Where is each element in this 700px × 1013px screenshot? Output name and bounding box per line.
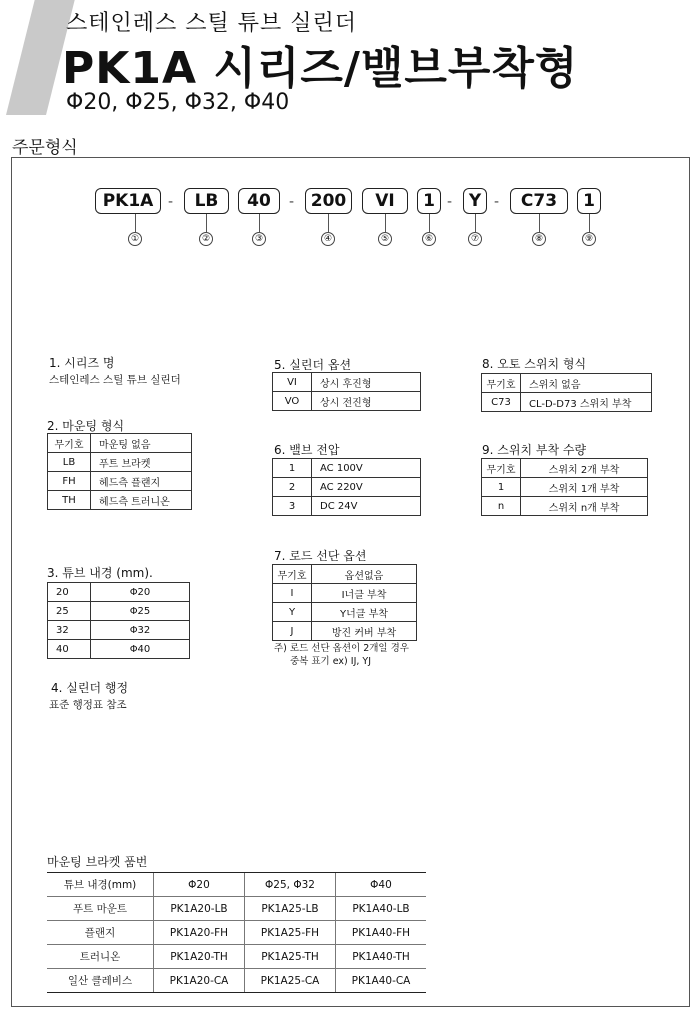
- valve-voltage-title: 6. 밸브 전압: [274, 443, 340, 457]
- table-cell: 헤드측 트러니온: [91, 491, 192, 510]
- valve-voltage-table: [272, 458, 421, 516]
- table-cell: n: [482, 497, 521, 516]
- circled-number: ⑨: [582, 232, 596, 246]
- table-cell: PK1A25-LB: [245, 897, 336, 921]
- circled-number: ⑦: [468, 232, 482, 246]
- code-tick: [259, 214, 260, 232]
- table-cell: J: [273, 622, 312, 641]
- table-cell: 스위치 2개 부착: [521, 459, 648, 478]
- circled-number: ④: [321, 232, 335, 246]
- code-stroke: 200: [305, 188, 352, 214]
- table-row: [48, 491, 192, 510]
- table-row: [48, 472, 192, 491]
- table-row: [273, 603, 417, 622]
- table-cell: Y너클 부착: [312, 603, 417, 622]
- circled-number: ⑧: [532, 232, 546, 246]
- series-name-title: 1. 시리즈 명: [49, 356, 115, 370]
- table-cell: 무기호: [273, 565, 312, 584]
- circled-number: ①: [128, 232, 142, 246]
- table-cell: AC 100V: [312, 459, 421, 478]
- rod-end-option-title: 7. 로드 선단 옵션: [274, 549, 367, 563]
- table-row: [48, 621, 190, 640]
- table-row: [48, 640, 190, 659]
- table-row: [273, 565, 417, 584]
- code-tick: [135, 214, 136, 232]
- table-cell: PK1A25-FH: [245, 921, 336, 945]
- circled-number: ⑤: [378, 232, 392, 246]
- code-mounting: LB: [184, 188, 229, 214]
- table-row: [47, 969, 426, 993]
- table-cell: Φ25: [91, 602, 190, 621]
- table-cell: 상시 후진형: [312, 373, 421, 392]
- table-cell: 무기호: [48, 434, 91, 453]
- table-cell: 상시 전진형: [312, 392, 421, 411]
- code-tick: [539, 214, 540, 232]
- stroke-title: 4. 실린더 행정: [51, 681, 129, 695]
- table-cell: Φ20: [91, 583, 190, 602]
- table-header: Φ25, Φ32: [245, 873, 336, 897]
- table-cell: 헤드측 플랜지: [91, 472, 192, 491]
- bore-size-title: 3. 튜브 내경 (mm).: [47, 566, 153, 580]
- table-cell: 3: [273, 497, 312, 516]
- bracket-part-table: [47, 872, 426, 993]
- code-dash: -: [168, 194, 174, 210]
- table-cell: PK1A20-LB: [154, 897, 245, 921]
- product-sizes: Φ20, Φ25, Φ32, Φ40: [66, 90, 290, 115]
- table-cell: PK1A40-CA: [336, 969, 427, 993]
- table-cell: C73: [482, 393, 521, 412]
- code-tick: [385, 214, 386, 232]
- rod-end-option-table: [272, 564, 417, 641]
- table-cell: Y: [273, 603, 312, 622]
- bore-size-table: [47, 582, 190, 659]
- table-cell: 2: [273, 478, 312, 497]
- table-row: [482, 497, 648, 516]
- table-cell: 트러니온: [47, 945, 154, 969]
- code-voltage: 1: [417, 188, 441, 214]
- table-cell: DC 24V: [312, 497, 421, 516]
- switch-qty-title: 9. 스위치 부착 수량: [482, 443, 587, 457]
- circled-number: ③: [252, 232, 266, 246]
- table-cell: Φ40: [91, 640, 190, 659]
- table-row: [273, 584, 417, 603]
- table-cell: 스위치 없음: [521, 374, 652, 393]
- auto-switch-type-title: 8. 오토 스위치 형식: [482, 357, 587, 371]
- table-cell: 푸트 마운트: [47, 897, 154, 921]
- table-header: Φ20: [154, 873, 245, 897]
- code-switch: C73: [510, 188, 568, 214]
- table-cell: LB: [48, 453, 91, 472]
- table-row: [47, 921, 426, 945]
- table-cell: 스위치 n개 부착: [521, 497, 648, 516]
- table-cell: TH: [48, 491, 91, 510]
- stroke-text: 표준 행정표 참조: [49, 699, 127, 711]
- table-row: [482, 478, 648, 497]
- code-tick: [429, 214, 430, 232]
- order-format-label: 주문형식: [12, 138, 78, 158]
- table-row: [273, 373, 421, 392]
- circled-number: ⑥: [422, 232, 436, 246]
- table-cell: PK1A20-FH: [154, 921, 245, 945]
- product-subtitle: 스테인레스 스틸 튜브 실린더: [66, 11, 358, 36]
- table-row: [482, 459, 648, 478]
- table-cell: Φ32: [91, 621, 190, 640]
- table-cell: PK1A20-CA: [154, 969, 245, 993]
- table-cell: 방진 커버 부착: [312, 622, 417, 641]
- table-row: [48, 453, 192, 472]
- table-cell: FH: [48, 472, 91, 491]
- table-cell: 옵션없음: [312, 565, 417, 584]
- table-header: 튜브 내경(mm): [47, 873, 154, 897]
- table-row: [273, 622, 417, 641]
- rod-end-note-line1: 주) 로드 선단 옵션이 2개일 경우: [274, 643, 409, 654]
- table-cell: 스위치 1개 부착: [521, 478, 648, 497]
- table-cell: I너클 부착: [312, 584, 417, 603]
- table-cell: 푸트 브라켓: [91, 453, 192, 472]
- table-cell: 1: [482, 478, 521, 497]
- table-row: [48, 602, 190, 621]
- table-cell: 20: [48, 583, 91, 602]
- table-row: [482, 393, 652, 412]
- series-name-text: 스테인레스 스틸 튜브 실린더: [49, 374, 181, 386]
- code-tick: [328, 214, 329, 232]
- table-header: Φ40: [336, 873, 427, 897]
- code-bore: 40: [238, 188, 280, 214]
- table-cell: PK1A40-LB: [336, 897, 427, 921]
- table-row: [273, 392, 421, 411]
- table-header-row: [47, 873, 426, 897]
- cylinder-option-title: 5. 실린더 옵션: [274, 358, 352, 372]
- code-dash: -: [494, 194, 500, 210]
- table-cell: 무기호: [482, 459, 521, 478]
- table-row: [48, 583, 190, 602]
- code-dash: -: [447, 194, 453, 210]
- table-cell: PK1A25-CA: [245, 969, 336, 993]
- code-switch-qty: 1: [577, 188, 601, 214]
- table-cell: AC 220V: [312, 478, 421, 497]
- bracket-part-title: 마운팅 브라켓 품번: [47, 855, 148, 869]
- cylinder-option-table: [272, 372, 421, 411]
- table-cell: VI: [273, 373, 312, 392]
- table-row: [273, 478, 421, 497]
- table-cell: 32: [48, 621, 91, 640]
- code-tick: [589, 214, 590, 232]
- code-option: VI: [362, 188, 408, 214]
- table-cell: 1: [273, 459, 312, 478]
- circled-number: ②: [199, 232, 213, 246]
- table-cell: 마운팅 없음: [91, 434, 192, 453]
- table-row: [47, 897, 426, 921]
- table-cell: 플랜지: [47, 921, 154, 945]
- rod-end-note-line2: 중복 표기 ex) IJ, YJ: [290, 656, 372, 667]
- table-row: [47, 945, 426, 969]
- table-cell: 40: [48, 640, 91, 659]
- table-cell: PK1A20-TH: [154, 945, 245, 969]
- table-row: [48, 434, 192, 453]
- mounting-type-title: 2. 마운팅 형식: [47, 419, 125, 433]
- mounting-type-table: [47, 433, 192, 510]
- table-cell: 무기호: [482, 374, 521, 393]
- switch-qty-table: [481, 458, 648, 516]
- table-cell: PK1A40-TH: [336, 945, 427, 969]
- table-cell: PK1A40-FH: [336, 921, 427, 945]
- table-cell: 25: [48, 602, 91, 621]
- code-tick: [206, 214, 207, 232]
- table-cell: 일산 클레비스: [47, 969, 154, 993]
- table-row: [482, 374, 652, 393]
- code-dash: -: [289, 194, 295, 210]
- table-cell: PK1A25-TH: [245, 945, 336, 969]
- code-series: PK1A: [95, 188, 161, 214]
- table-cell: VO: [273, 392, 312, 411]
- table-row: [273, 459, 421, 478]
- code-tick: [475, 214, 476, 232]
- auto-switch-type-table: [481, 373, 652, 412]
- code-rod-end: Y: [463, 188, 487, 214]
- table-row: [273, 497, 421, 516]
- product-title: PK1A 시리즈/밸브부착형: [62, 43, 579, 94]
- table-cell: I: [273, 584, 312, 603]
- rod-end-note: [274, 642, 409, 668]
- table-cell: CL-D-D73 스위치 부착: [521, 393, 652, 412]
